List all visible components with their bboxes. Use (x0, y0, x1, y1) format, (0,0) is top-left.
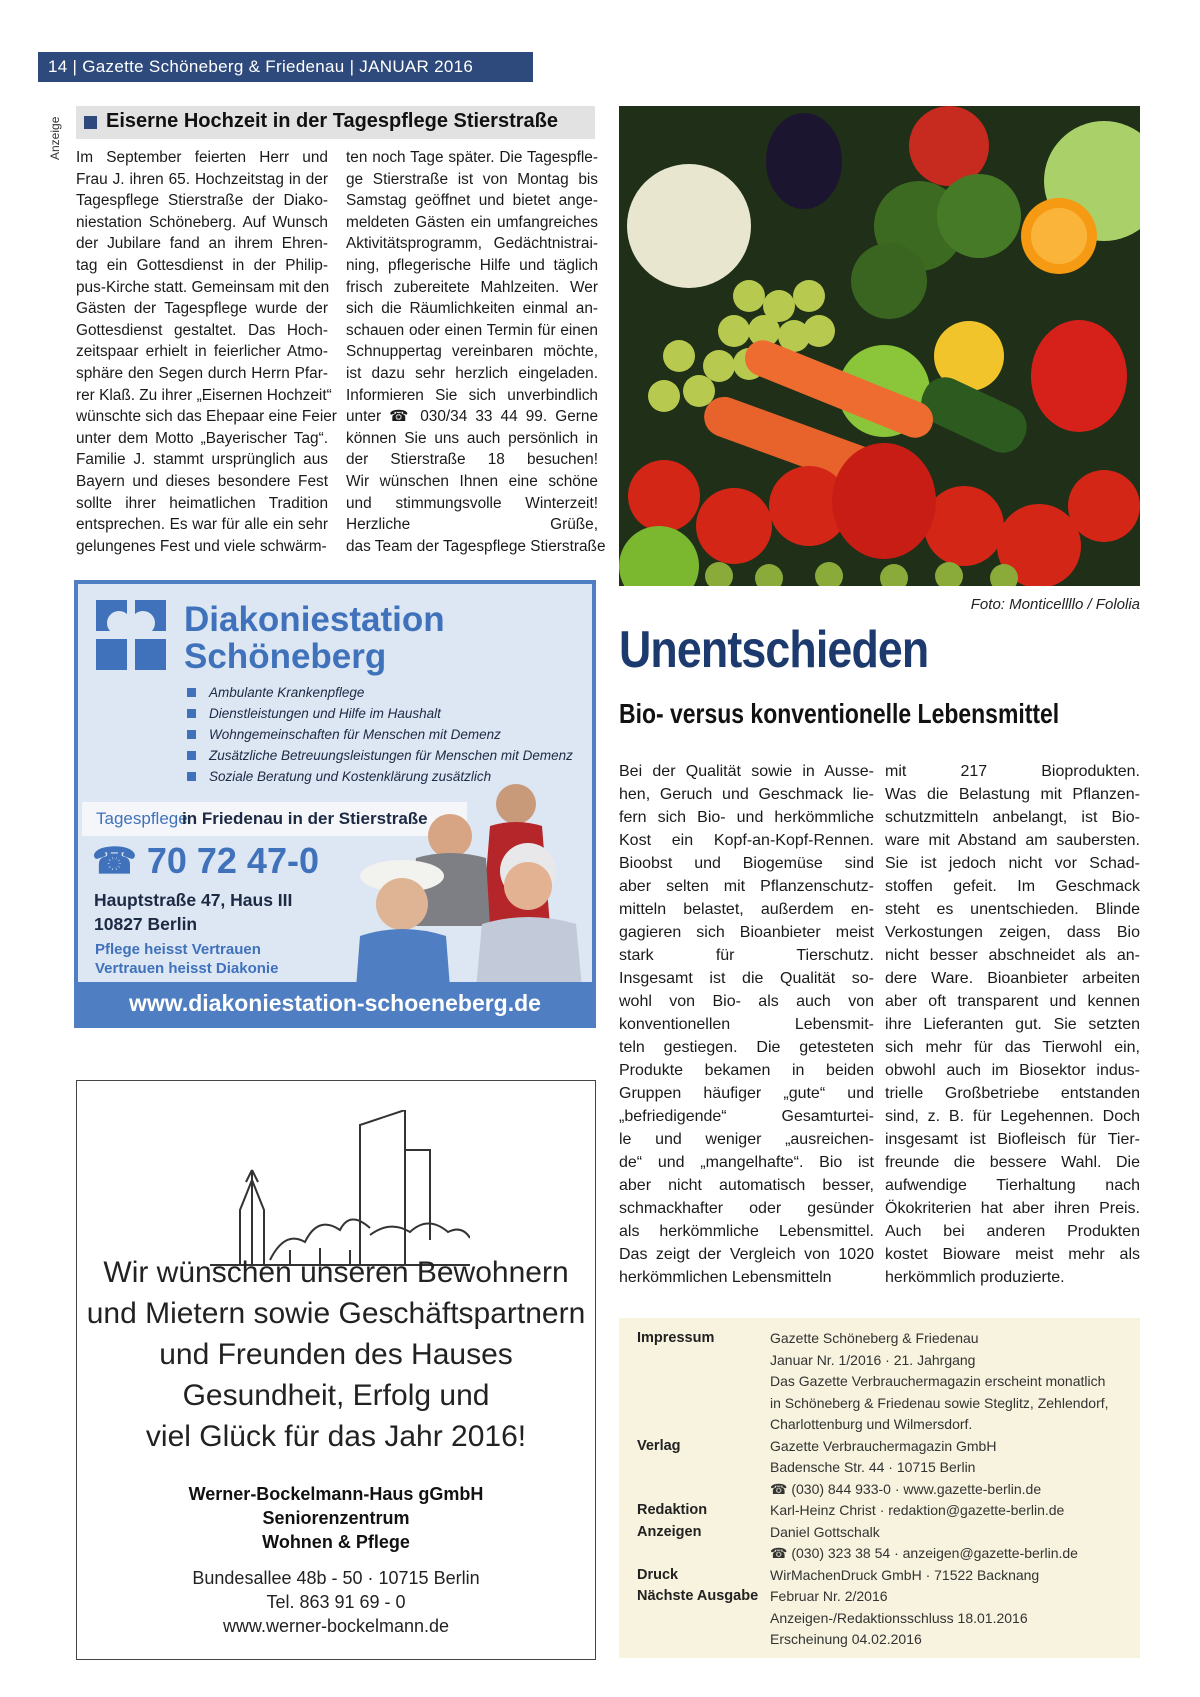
diakonie-title: Diakoniestation (184, 600, 445, 639)
text-line: trielle Großbetriebe entstanden (885, 1085, 1140, 1102)
text-line: aber oft transparent und kennen (885, 993, 1140, 1010)
text-line: aber nicht automatisch besser, (619, 1177, 874, 1194)
impressum-value: Das Gazette Verbrauchermagazin erscheint monatlich (770, 1373, 1106, 1389)
diakonie-subtitle: Schöneberg (184, 637, 387, 676)
impressum-label: Redaktion (637, 1502, 708, 1518)
impressum-label (637, 1629, 758, 1651)
text-line: de“ und „mangelhafte“. Bio ist (619, 1154, 874, 1171)
text-line: Bayern und dieses besondere Fest (76, 472, 328, 490)
text-line: stark für Tierschutz. (619, 947, 874, 964)
text-line: Tagespflege Stierstraße der Diako- (76, 192, 328, 210)
text-line: gagieren sich Bioanbieter meist (619, 924, 874, 941)
text-line: Informieren Sie sich unverbindlich (346, 386, 598, 404)
text-line: sphäre den Segen durch Herrn Pfar- (76, 364, 328, 382)
impressum-value: Februar Nr. 2/2016 (770, 1588, 888, 1604)
impressum-label (637, 1608, 758, 1630)
impressum-label (637, 1479, 758, 1501)
text-line: Was die Belastung mit Pflanzen- (885, 786, 1140, 803)
impressum-value: Karl-Heinz Christ · redaktion@gazette-berlin.de (770, 1502, 1065, 1518)
seniors-photo (350, 776, 590, 988)
text-line: Bei der Qualität sowie in Ausse- (619, 763, 874, 780)
service-item: Ambulante Krankenpflege (187, 682, 587, 703)
werner-contact: Bundesallee 48b - 50 · 10715 Berlin Tel. 863 91 69 - 0 www.werner-bockelmann.de (86, 1566, 586, 1638)
impressum-value: WirMachenDruck GmbH · 71522 Backnang (770, 1566, 1040, 1583)
impressum-label (637, 1371, 758, 1393)
text-line: meldeten Gästen ein umfangreiches (346, 213, 598, 231)
diakonie-address: Hauptstraße 47, Haus III 10827 Berlin (94, 890, 293, 934)
impressum-value: Daniel Gottschalk (770, 1523, 880, 1540)
text-line: Produkte bekamen in beiden (619, 1062, 874, 1079)
right-article-col2 (885, 760, 1140, 1289)
impressum-value: in Schöneberg & Friedenau sowie Steglitz, Zehlendorf, (770, 1394, 1109, 1411)
impressum-value: Anzeigen-/Redaktionsschluss 18.01.2016 (770, 1609, 1028, 1626)
text-line: insgesamt ist Biofleisch für Tier- (885, 1131, 1140, 1148)
impressum-labels (637, 1328, 758, 1651)
text-line: schutzmitteln anbelangt, ist Bio- (885, 809, 1140, 826)
right-article-subtitle: Bio- versus konventionelle Lebensmittel (619, 698, 1060, 729)
text-line: sich die Räumlichkeiten einmal an- (346, 300, 598, 318)
text-line: konventionellen Lebensmit- (619, 1016, 874, 1033)
text-line: nicht besser abschneidet als an- (885, 947, 1140, 964)
diakonie-logo-icon (96, 600, 166, 670)
text-line: unter dem Motto „Bayerischer Tag“. (76, 429, 328, 447)
service-item: Soziale Beratung und Kostenklärung zusätzlich (187, 766, 587, 787)
impressum-value: Gazette Verbrauchermagazin GmbH (770, 1437, 997, 1454)
text-line: herkömmlich produzierte. (885, 1269, 1065, 1286)
heading-square-icon (84, 116, 97, 129)
text-line: pus-Kirche statt. Gemeinsam mit den (76, 278, 330, 296)
text-line: und stimmungsvolle Winterzeit! (346, 494, 598, 512)
right-article-title: Unentschieden (619, 621, 929, 679)
text-line: der Stierstraße 18 besuchen! (346, 451, 598, 469)
text-line: fern sich Bio- und herkömmliche (619, 809, 874, 826)
tagespflege-label: Tagespflege (96, 809, 188, 828)
werner-greeting: Wir wünschen unseren Bewohnern und Mietern sowie Geschäftspartnern und Freunden des Hauses Gesundheit, Erfolg und viel Glück für das Jahr 2016! (86, 1256, 586, 1453)
text-line: Auch bei anderen Produkten (885, 1223, 1140, 1240)
left-article-heading (76, 106, 595, 139)
text-line: können Sie uns auch persönlich in (346, 429, 598, 447)
impressum-label (637, 1457, 758, 1479)
text-line: rer Klaß. Zu ihrer „Eisernen Hochzeit“ (76, 386, 332, 404)
page-header: 14 | Gazette Schöneberg & Friedenau | JANUAR 2016 (38, 52, 533, 82)
text-line: Ökokriterien hat aber ihren Preis. (885, 1200, 1140, 1217)
text-line: schauen oder einen Termin für einen (346, 321, 598, 339)
text-line: frisch zubereitete Mahlzeiten. Wer (346, 278, 598, 296)
anzeige-label: Anzeige (48, 116, 62, 160)
text-line: Im September feierten Herr und (76, 149, 328, 166)
text-line: das Team der Tagespflege Stierstraße (346, 537, 606, 555)
text-line: steht es unentschieden. Blinde (885, 901, 1140, 918)
text-line: mit 217 Bioprodukten. (885, 763, 1140, 780)
service-item: Wohngemeinschaften für Menschen mit Demenz (187, 724, 587, 745)
impressum-label: Impressum (637, 1330, 715, 1346)
text-line: ten noch Tage später. Die Tagespfle- (346, 149, 598, 166)
text-line: unter ☎ 030/34 33 44 99. Gerne (346, 408, 598, 426)
text-line: ge Stierstraße ist von Montag bis (346, 170, 598, 188)
impressum-value: ☎ (030) 844 933-0 · www.gazette-berlin.de (770, 1480, 1042, 1497)
impressum-label: Verlag (637, 1437, 681, 1454)
photo-credit: Foto: Monticellllo / Fololia (970, 596, 1140, 613)
text-line: Kost ein Kopf-an-Kopf-Rennen. (619, 832, 874, 849)
werner-website-link[interactable]: www.werner-bockelmann.de (222, 1616, 450, 1636)
text-line: schmackhafter oder gesünder (619, 1200, 874, 1217)
text-line: entsprechen. Es war für alle ein sehr (76, 516, 328, 534)
text-line: sollte ihrer heimatlichen Tradition (76, 494, 328, 512)
text-line: Aktivitätsprogramm, Gedächtnistrai- (346, 235, 598, 253)
text-line: obwohl auch im Biosektor indus- (885, 1062, 1140, 1079)
text-line: Familie J. stammt ursprünglich aus (76, 451, 328, 469)
text-line: Sie ist jedoch nicht vor Schad- (885, 855, 1140, 872)
right-article-col1 (619, 760, 874, 1289)
text-line: wohl von Bio- als auch von (619, 993, 874, 1010)
text-line: freunde die bessere Wahl. Die (885, 1154, 1140, 1171)
impressum-label: Druck (637, 1566, 679, 1583)
impressum-label: Nächste Ausgabe (637, 1588, 759, 1604)
left-article-col2 (346, 147, 606, 557)
text-line: ihre Lieferanten gut. Sie setzten (885, 1016, 1140, 1033)
service-item: Zusätzliche Betreuungsleistungen für Menschen mit Demenz (187, 745, 587, 766)
text-line: Frau J. ihren 65. Hochzeitstag in der (76, 170, 328, 188)
text-line: Gästen der Tagespflege wurde der (76, 300, 328, 318)
diakonie-slogan: Pflege heisst Vertrauen Vertrauen heisst Diakonie (95, 941, 279, 977)
impressum-label: Anzeigen (637, 1523, 702, 1540)
impressum-value: Erscheinung 04.02.2016 (770, 1631, 922, 1647)
diakonie-phone[interactable]: ☎ 70 72 47-0 (92, 840, 319, 881)
text-line: hen, Geruch und Geschmack lie- (619, 786, 874, 803)
text-line: herkömmlichen Lebensmitteln (619, 1269, 832, 1286)
text-line: sich mehr für das Tierwohl ein, (885, 1039, 1140, 1056)
text-line: Verkostungen zeigen, dass Bio (885, 924, 1140, 941)
text-line: Gottesdienst gestaltet. Das Hoch- (76, 321, 328, 339)
impressum-value: Charlottenburg und Wilmersdorf. (770, 1416, 973, 1432)
left-article-col1 (76, 147, 337, 557)
text-line: dere Ware. Bioanbieter arbeiten (885, 970, 1140, 987)
text-line: als herkömmliche Lebensmittel. (619, 1223, 874, 1240)
text-line: gelungenes Fest und viele schwärm- (76, 537, 327, 555)
impressum-value: ☎ (030) 323 38 54 · anzeigen@gazette-berlin.de (770, 1545, 1078, 1561)
text-line: teln gestiegen. Die getesteten (619, 1039, 874, 1056)
text-line: stoffen gefeit. Im Geschmack (885, 878, 1140, 895)
text-line: kostet Bioware meist mehr als (885, 1246, 1140, 1263)
text-line: der Jubilare fand an ihrem Ehren- (76, 235, 328, 253)
text-line: ware mit Abstand am saubersten. (885, 832, 1140, 849)
text-line: zeitspaar erhielt in feierlicher Atmo- (76, 343, 328, 361)
impressum-label (637, 1543, 758, 1565)
impressum-value: Gazette Schöneberg & Friedenau (770, 1330, 979, 1346)
text-line: aufwendige Tierhaltung nach (885, 1177, 1140, 1194)
impressum-value: Januar Nr. 1/2016 · 21. Jahrgang (770, 1351, 976, 1368)
text-line: tag ein Gottesdienst in der Philip- (76, 256, 328, 274)
text-line: sind, z. B. für Legehennen. Doch (885, 1108, 1140, 1125)
text-line: Samstag geöffnet und bietet ange- (346, 192, 598, 210)
text-line: Das zeigt der Vergleich von 1020 (619, 1246, 874, 1263)
impressum-values (770, 1328, 1109, 1651)
impressum-value: Badensche Str. 44 · 10715 Berlin (770, 1459, 976, 1475)
text-line: aber selten mit Pflanzenschutz- (619, 878, 874, 895)
text-line: Wir wünschen Ihnen eine schöne (346, 472, 598, 490)
text-line: wünschte sich das Ehepaar eine Feier (76, 408, 337, 426)
text-line: Insgesamt ist die Qualität so- (619, 970, 874, 987)
vegetables-photo (619, 106, 1140, 586)
text-line: Bioobst und Biogemüse sind (619, 855, 874, 872)
service-item: Dienstleistungen und Hilfe im Haushalt (187, 703, 587, 724)
text-line: ist dazu sehr herzlich eingeladen. (346, 364, 598, 382)
left-article-title: Eiserne Hochzeit in der Tagespflege Stierstraße (106, 110, 558, 132)
diakonie-services (187, 682, 587, 787)
text-line: „befriedigende“ Gesamturtei- (619, 1108, 874, 1125)
text-line: le und weniger „ausreichen- (619, 1131, 874, 1148)
text-line: ning, pflegerische Hilfe und täglich (346, 256, 598, 274)
text-line: mitteln belastet, außerdem en- (619, 901, 874, 918)
skyline-drawing (200, 1110, 470, 1275)
impressum-label (637, 1393, 758, 1415)
werner-name: Werner-Bockelmann-Haus gGmbH Seniorenzentrum Wohnen & Pflege (188, 1484, 484, 1552)
text-line: Schnuppertag vereinbaren möchte, (346, 343, 598, 361)
tagespflege-location: in Friedenau in der Stierstraße (182, 809, 428, 828)
impressum-label (637, 1414, 758, 1436)
impressum-label (637, 1350, 758, 1372)
diakonie-website-link[interactable]: www.diakoniestation-schoeneberg.de (78, 982, 592, 1024)
text-line: Gruppen häufiger „gute“ und (619, 1085, 874, 1102)
text-line: Herzliche Grüße, (346, 516, 598, 534)
text-line: niestation Schöneberg. Auf Wunsch (76, 213, 328, 231)
